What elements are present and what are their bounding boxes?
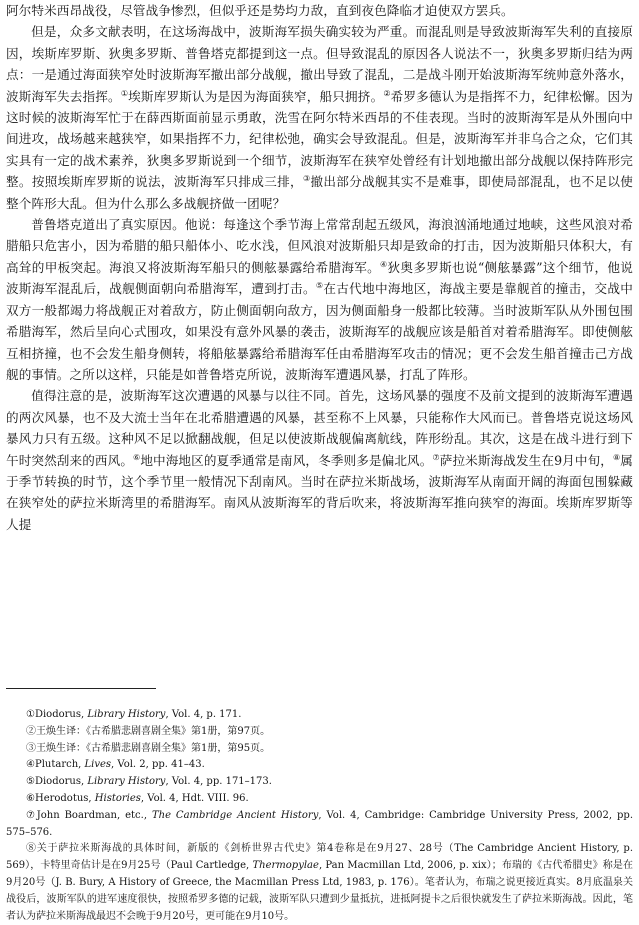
footnote-5: ⑤Diodorus, Library History, Vol. 4, pp. 171–173. xyxy=(26,776,272,788)
footnote-ref-8[interactable]: ⑧ xyxy=(613,452,621,462)
paragraph-1: 阿尔特米西昂战役，尽管战争惨烈，但似乎还是势均力敌，直到夜色降临才迫使双方罢兵。 xyxy=(6,3,514,18)
footnotes xyxy=(6,707,633,925)
paragraph-4: 值得注意的是，波斯海军这次遭遇的风暴与以往不同。首先，这场风暴的强度不及前文提到的波斯海军遭遇的两次风暴，也不及大流士当年在北希腊遭遇的风暴，甚至称不上风暴，只能称作大风而已。普鲁塔克说这场风暴风力只有五级。这种风不足以掀翻战舰，但足以使波斯战舰偏离航线，阵形纷乱。其次，这是在战斗进行到下午时突然刮来的西风。⑥地中海地区的夏季通常是南风，冬季则多是偏北风。⑦萨拉米斯海战发生在9月中旬，⑧属于季节转换的时节，这个季节里一般情况下刮南风。当时在萨拉米斯战场，波斯海军从南面开阔的海面包围躲藏在狭窄处的萨拉米斯湾里的希腊海军。南风从波斯海军的背后吹来，将波斯海军推向狭窄的海面。埃斯库罗斯等人提 xyxy=(6,388,633,532)
footnote-2: ②王焕生译：《古希腊悲剧喜剧全集》第1册，第97页。 xyxy=(26,725,271,737)
paragraph-2: 但是，众多文献表明，在这场海战中，波斯海军损失确实较为严重。而混乱则是导致波斯海军失利的直接原因，埃斯库罗斯、狄奥多罗斯、普鲁塔克都提到这一点。但导致混乱的原因各人说法不一，狄奥多罗斯归结为两点：一是通过海面狭窄处时波斯海军撤出部分战舰，撤出导致了混乱，二是战斗刚开始波斯海军统帅意外落水，波斯海军失去指挥。①埃斯库罗斯认为是因为海面狭窄，船只拥挤。②希罗多德认为是指挥不力，纪律松懈。因为这时候的波斯海军忙于在薛西斯面前显示勇敢，洗雪在阿尔特米西昂的不佳表现。当时的波斯海军是从外围向中间进攻，战场越来越狭窄，如果指挥不力，纪律松弛，确实会导致混乱。但是，波斯海军并非乌合之众，它们其实具有一定的战术素养，狄奥多罗斯说到一个细节，波斯海军在狭窄处曾经有计划地撤出部分战舰以保持阵形完整。按照埃斯库罗斯的说法，波斯海军只排成三排，③撤出部分战舰其实不是难事，即使局部混乱，也不足以使整个阵形大乱。但为什么那么多战舰挤做一团呢？ xyxy=(6,24,634,211)
footnote-4: ④Plutarch, Lives, Vol. 2, pp. 41–43. xyxy=(26,759,205,771)
footnote-ref-2[interactable]: ② xyxy=(383,88,391,98)
footnote-ref-6[interactable]: ⑥ xyxy=(133,452,141,462)
document-page xyxy=(6,0,633,535)
footnote-ref-1[interactable]: ① xyxy=(120,88,129,98)
footnote-ref-4[interactable]: ④ xyxy=(380,259,388,269)
footnote-divider xyxy=(6,688,156,689)
footnote-8: ⑧关于萨拉米斯海战的具体时间，新版的《剑桥世界古代史》第4卷称是在9月27、28号（The Cambridge Ancient History, p. 569），卡特里奇估计是在9月25号（Paul Cartledge, Thermopylae, Pan Macmillan Ltd, 2006, p. xix）；布瑞的《古代希腊史》称是在9月20号（J. B. Bury, A History of Greece, the Macmillan Press Ltd, 1983, p. 176）。笔者认为，布瑞之说更接近真实。8月底温泉关战役后，波斯军队的进军速度很快，按照希罗多德的记载，波斯军队只遭到少量抵抗，进抵阿提卡之后很快就发生了萨拉米斯海战。因此，笔者认为萨拉米斯海战最迟不会晚于9月20号，更可能在9月10号。 xyxy=(6,843,634,922)
footnote-ref-5[interactable]: ⑤ xyxy=(315,281,324,291)
paragraph-3: 普鲁塔克道出了真实原因。他说：每逢这个季节海上常常刮起五级风，海浪汹涌地通过地峡，这些风浪对希腊船只危害小，因为希腊的船只船体小、吃水浅，但风浪对波斯船只却是致命的打击，因为波斯船只体积大，有高耸的甲板突起。海浪又将波斯海军船只的侧舷暴露给希腊海军。④狄奥多罗斯也说“侧舷暴露”这个细节，他说波斯海军混乱后，战舰侧面朝向希腊海军，遭到打击。⑤在古代地中海地区，海战主要是靠舰首的撞击，交战中双方一般都竭力将战舰正对着敌方，防止侧面朝向敌方，因为侧面船身一般都比较薄。当时波斯军队从外围包围希腊海军，然后呈向心式围攻，如果没有意外风暴的袭击，波斯海军的战舰应该是船首对着希腊海军。即使侧舷互相挤撞，也不会发生船身侧转，将船舷暴露给希腊海军任由希腊海军攻击的情况；更不会发生船首撞击己方战舰的事情。之所以这样，只能是如普鲁塔克所说，波斯海军遭遇风暴，打乱了阵形。 xyxy=(6,217,633,382)
footnote-6: ⑥Herodotus, Histories, Vol. 4, Hdt. VIII. 96. xyxy=(26,792,249,804)
footnote-ref-3[interactable]: ③ xyxy=(302,174,311,184)
main-text xyxy=(6,0,633,535)
footnote-3: ③王焕生译：《古希腊悲剧喜剧全集》第1册，第95页。 xyxy=(26,742,271,754)
footnote-7: ⑦John Boardman, etc., The Cambridge Ancient History, Vol. 4, Cambridge: Cambridge University Press, 2002, pp. 575–576. xyxy=(6,809,633,838)
footnote-ref-7[interactable]: ⑦ xyxy=(432,452,440,462)
footnote-1: ①Diodorus, Library History, Vol. 4, p. 171. xyxy=(26,709,242,720)
